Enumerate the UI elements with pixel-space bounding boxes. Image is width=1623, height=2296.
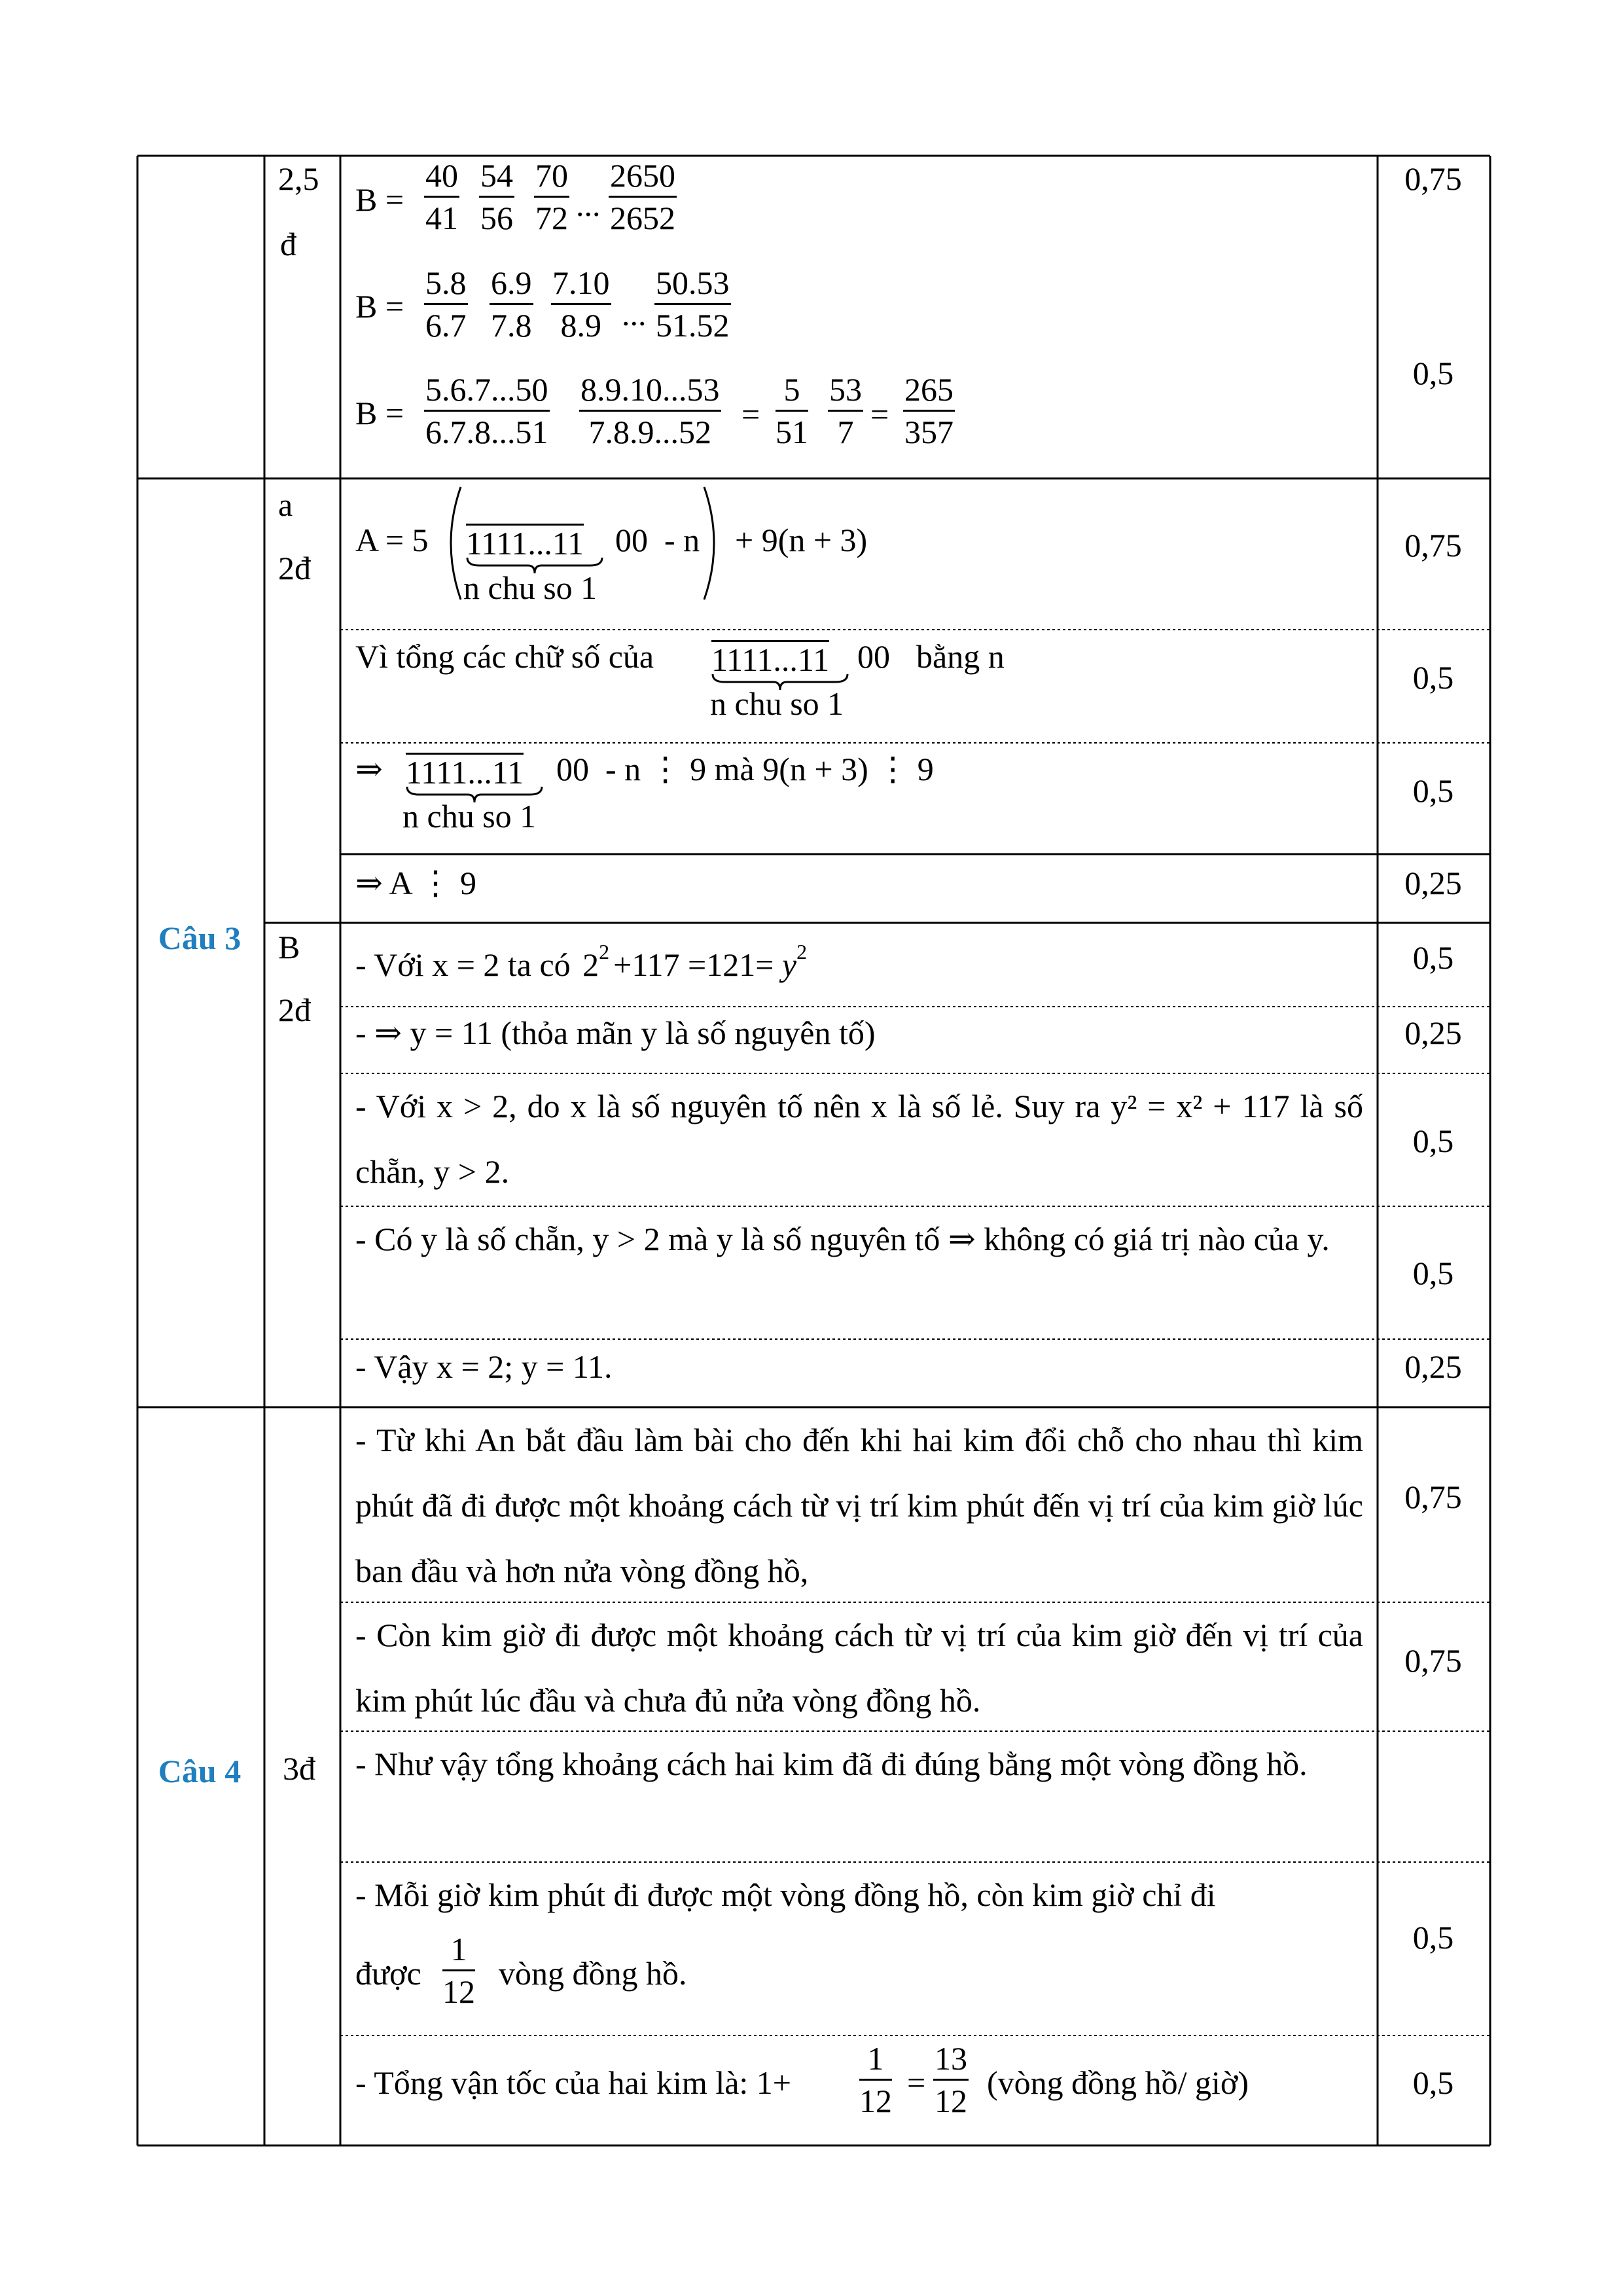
score: 0,25 [1404,1014,1462,1051]
paragraph: - Còn kim giờ đi được một khoảng cách từ vị trí của kim giờ đến vị trí của kim phút lúc đầu và chưa đủ nửa vòng đồng hồ. [355,1617,1363,1719]
zeros: 00 [556,751,589,787]
score: 0,75 [1404,527,1462,564]
score: 0,75 [1404,160,1462,197]
fraction: $\frac{2650}{2652}$ [610,157,675,236]
fraction: $\frac{8.9.10...53}{7.8.9...52}$ [580,371,720,450]
score: 0,5 [1412,772,1454,809]
statement: - Vậy x = 2; y = 11. [355,1348,613,1385]
fraction: $\frac{50.53}{51.52}$ [656,264,730,344]
fraction: $\frac{5}{51}$ [776,371,808,450]
part-points: 2đ [278,992,311,1028]
part-label: a [278,486,293,523]
paragraph: - Từ khi An bắt đầu làm bài cho đến khi hai kim đổi chỗ cho nhau thì kim phút đã đi được một khoảng cách từ vị trí kim phút đến vị trí của kim giờ lúc ban đầu và hơn nửa vòng đồng hồ, [355,1422,1363,1589]
fraction: $\frac{265}{357}$ [904,371,954,450]
underbrace-label: n chu so 1 [402,798,537,834]
equals-sign: = [741,396,760,433]
score: 0,75 [1404,1642,1462,1679]
score: 0,5 [1412,355,1454,391]
repunit-number: 1111...11 [406,754,524,791]
score: 0,5 [1412,1255,1454,1291]
b-label: B = [355,395,404,431]
score: 0,5 [1412,1122,1454,1159]
statement: - n ⋮ 9 mà 9(n + 3) ⋮ 9 [605,751,934,787]
ellipsis: ... [622,296,647,332]
expression-tail: + 9(n + 3) [735,522,868,558]
part-points-unit: đ [280,226,296,262]
fraction: $\frac{40}{41}$ [425,157,458,236]
right-paren [700,484,726,602]
equals-sign: = [870,396,889,433]
paragraph: - Với x > 2, do x là số nguyên tố nên x là số lẻ. Suy ra y² = x² + 117 là số chẵn, y > 2. [355,1088,1363,1190]
fraction: $\frac{13}{12}$ [935,2040,967,2119]
statement: (vòng đồng hồ/ giờ) [987,2064,1249,2101]
underbrace-label: n chu so 1 [710,685,844,722]
score: 0,5 [1412,2064,1454,2101]
implies-arrow: ⇒ [355,751,383,787]
part-points-value: 2,5 [278,160,319,197]
score: 0,5 [1412,939,1454,976]
paragraph: - Có y là số chẵn, y > 2 mà y là số nguyên tố ⇒ không có giá trị nào của y. [355,1221,1330,1257]
zeros: 00 [615,522,648,558]
statement: - Tổng vận tốc của hai kim là: 1+ [355,2064,791,2101]
ellipsis: ... [576,187,601,223]
statement: được [355,1955,421,1992]
zeros: 00 [857,638,890,675]
statement-tail: bằng n [916,638,1005,675]
score: 0,25 [1404,1348,1462,1385]
score: 0,5 [1412,659,1454,696]
statement: vòng đồng hồ. [499,1955,687,1992]
question-label: Câu 4 [158,1753,241,1789]
repunit-number: 1111...11 [711,641,830,678]
equals-sign: = [907,2064,926,2101]
left-paren [438,484,465,602]
statement: Vì tổng các chữ số của [355,638,654,675]
statement: - Với x = 2 ta có $2^2 +117 =121= y^2$ [355,940,808,983]
fraction: $\frac{7.10}{8.9}$ [552,264,610,344]
repunit-number: 1111...11 [466,525,584,562]
minus-n: - n [664,522,700,558]
fraction: $\frac{5.6.7...50}{6.7.8...51}$ [425,371,548,450]
fraction: $\frac{6.9}{7.8}$ [491,264,532,344]
fraction: $\frac{1}{12}$ [859,2040,892,2119]
score: 0,25 [1404,865,1462,901]
part-points: 2đ [278,550,311,586]
expression-prefix: A = 5 [355,522,429,558]
statement: ⇒ A ⋮ 9 [355,865,476,901]
fraction: $\frac{1}{12}$ [442,1931,475,2010]
underbrace-label: n chu so 1 [463,569,597,606]
score: 0,5 [1412,1919,1454,1956]
fraction: $\frac{5.8}{6.7}$ [425,264,467,344]
score: 0,75 [1404,1479,1462,1515]
paragraph: - Mỗi giờ kim phút đi được một vòng đồng hồ, còn kim giờ chỉ đi [355,1876,1216,1913]
fraction: $\frac{54}{56}$ [480,157,513,236]
b-label: B = [355,288,404,325]
fraction: $\frac{53}{7}$ [829,371,862,450]
paragraph: - Như vậy tổng khoảng cách hai kim đã đi đúng bằng một vòng đồng hồ. [355,1746,1308,1782]
statement: - ⇒ y = 11 (thỏa mãn y là số nguyên tố) [355,1014,876,1051]
b-label: B = [355,181,404,218]
question-points: 3đ [283,1750,315,1787]
fraction: $\frac{70}{72}$ [535,157,568,236]
question-label: Câu 3 [158,920,241,956]
part-label: B [278,929,300,965]
